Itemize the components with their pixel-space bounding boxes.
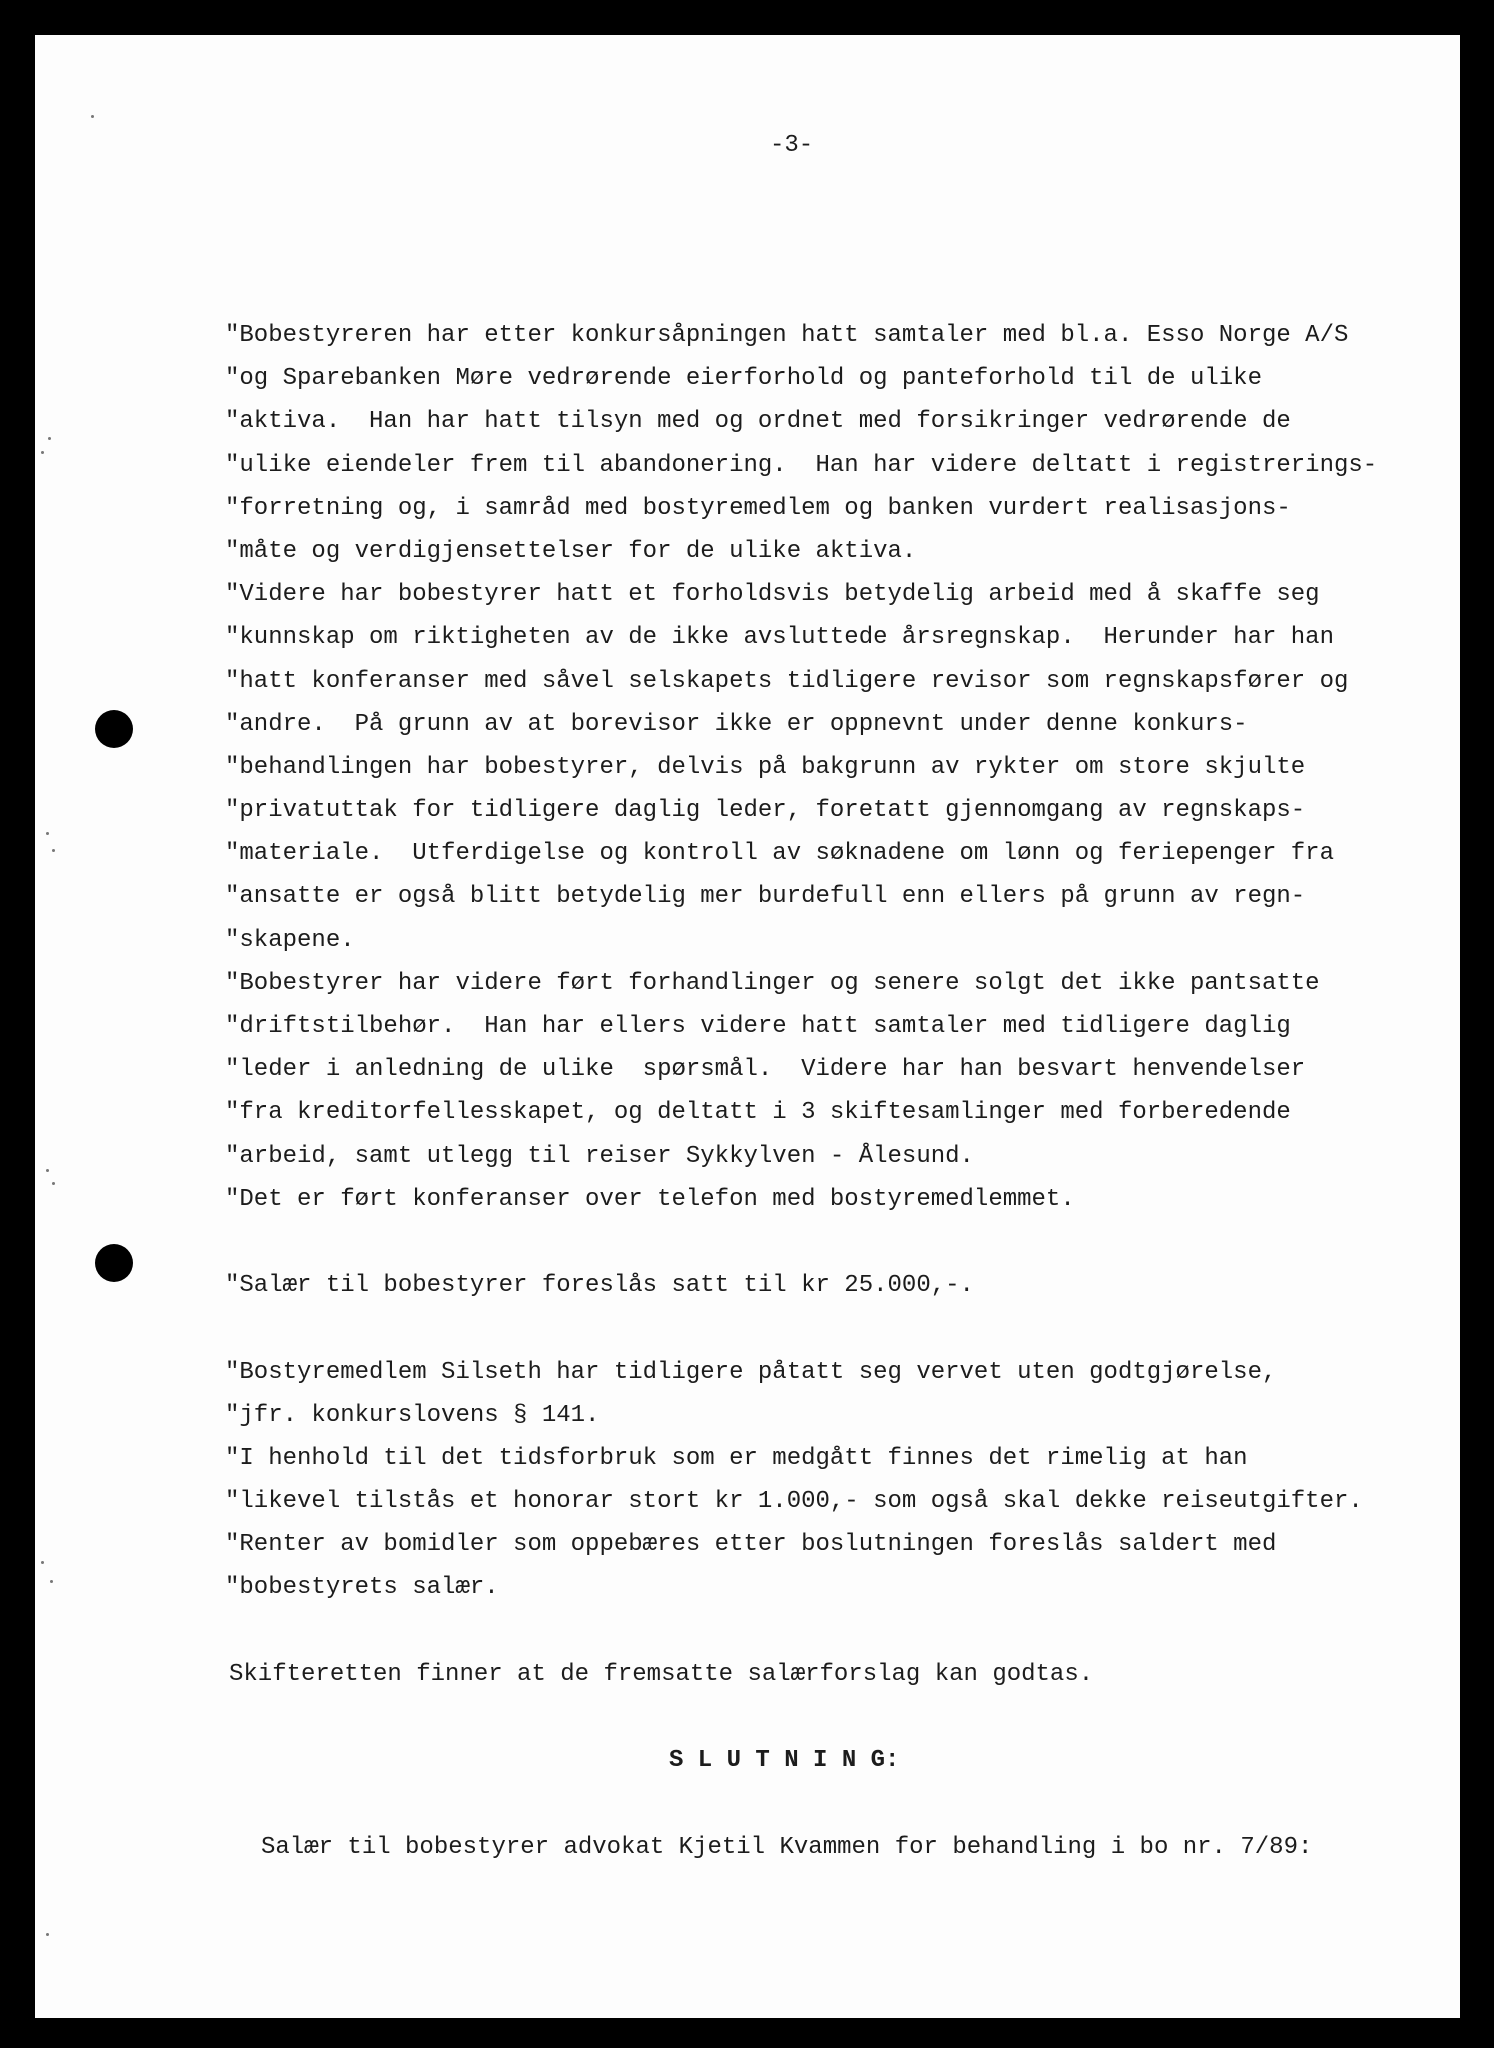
section-heading: S L U T N I N G:	[669, 1747, 900, 1775]
text-line: "kunnskap om riktigheten av de ikke avsluttede årsregnskap. Herunder har han	[225, 624, 1334, 652]
scan-speck	[46, 1169, 49, 1172]
document-body	[225, 314, 1377, 1869]
text-line: "fra kreditorfellesskapet, og deltatt i 3 skiftesamlinger med forberedende	[225, 1099, 1291, 1127]
closing-statement: Skifteretten finner at de fremsatte salærforslag kan godtas.	[229, 1660, 1094, 1688]
text-line: "materiale. Utferdigelse og kontroll av søknadene om lønn og feriepenger fra	[225, 840, 1334, 868]
scan-speck	[41, 1561, 44, 1564]
punch-hole-upper	[95, 710, 133, 748]
scan-speck	[91, 115, 94, 118]
text-line: "og Sparebanken Møre vedrørende eierforhold og panteforhold til de ulike	[225, 365, 1262, 393]
text-line: "andre. På grunn av at borevisor ikke er oppnevnt under denne konkurs-	[225, 710, 1248, 738]
scan-speck	[50, 1580, 53, 1583]
text-line: "Det er ført konferanser over telefon med bostyremedlemmet.	[225, 1185, 1075, 1213]
text-line: "leder i anledning de ulike spørsmål. Videre har han besvart henvendelser	[225, 1056, 1306, 1084]
text-line: "Renter av bomidler som oppebæres etter boslutningen foreslås saldert med	[225, 1531, 1277, 1559]
text-line: "Bostyremedlem Silseth har tidligere påtatt seg vervet uten godtgjørelse,	[225, 1358, 1277, 1386]
scan-speck	[41, 451, 44, 454]
text-line: "Videre har bobestyrer hatt et forholdsvis betydelig arbeid med å skaffe seg	[225, 581, 1320, 609]
scan-speck	[46, 1933, 49, 1936]
text-line: "forretning og, i samråd med bostyremedlem og banken vurdert realisasjons-	[225, 494, 1291, 522]
blank-line	[225, 1610, 1377, 1653]
text-line: "Bobestyreren har etter konkursåpningen hatt samtaler med bl.a. Esso Norge A/S	[225, 322, 1349, 349]
blank-line	[225, 1221, 1377, 1264]
text-line: "Bobestyrer har videre ført forhandlinger og senere solgt det ikke pantsatte	[225, 969, 1320, 997]
punch-hole-lower	[95, 1244, 133, 1282]
text-line: "behandlingen har bobestyrer, delvis på bakgrunn av rykter om store skjulte	[225, 753, 1306, 781]
page-number: -3-	[770, 132, 814, 159]
blank-line	[225, 1696, 1377, 1739]
scan-speck	[46, 832, 49, 835]
text-line: "hatt konferanser med såvel selskapets tidligere revisor som regnskapsfører og	[225, 667, 1349, 695]
text-line: "ansatte er også blitt betydelig mer burdefull enn ellers på grunn av regn-	[225, 883, 1306, 911]
text-line: "I henhold til det tidsforbruk som er medgått finnes det rimelig at han	[225, 1444, 1248, 1472]
text-line: "måte og verdigjensettelser for de ulike aktiva.	[225, 537, 917, 565]
text-line: "bobestyrets salær.	[225, 1574, 499, 1602]
text-line: "skapene.	[225, 926, 355, 954]
text-line: "driftstilbehør. Han har ellers videre hatt samtaler med tidligere daglig	[225, 1013, 1291, 1040]
text-line: "ulike eiendeler frem til abandonering. Han har videre deltatt i registrerings-	[225, 451, 1378, 479]
text-line: "jfr. konkurslovens § 141.	[225, 1401, 600, 1429]
text-line: "aktiva. Han har hatt tilsyn med og ordnet med forsikringer vedrørende de	[225, 408, 1291, 436]
blank-line	[225, 1782, 1377, 1825]
blank-line	[225, 1307, 1377, 1350]
text-line: "likevel tilstås et honorar stort kr 1.000,- som også skal dekke reiseutgifter.	[225, 1488, 1363, 1516]
scan-speck	[52, 849, 55, 852]
final-line: Salær til bobestyrer advokat Kjetil Kvammen for behandling i bo nr. 7/89:	[261, 1833, 1313, 1861]
text-line: "Salær til bobestyrer foreslås satt til kr 25.000,-.	[225, 1272, 974, 1300]
text-line: "privatuttak for tidligere daglig leder, foretatt gjennomgang av regnskaps-	[225, 797, 1306, 825]
scan-speck	[52, 1182, 55, 1185]
scan-speck	[48, 437, 51, 440]
text-line: "arbeid, samt utlegg til reiser Sykkylven - Ålesund.	[225, 1142, 974, 1170]
